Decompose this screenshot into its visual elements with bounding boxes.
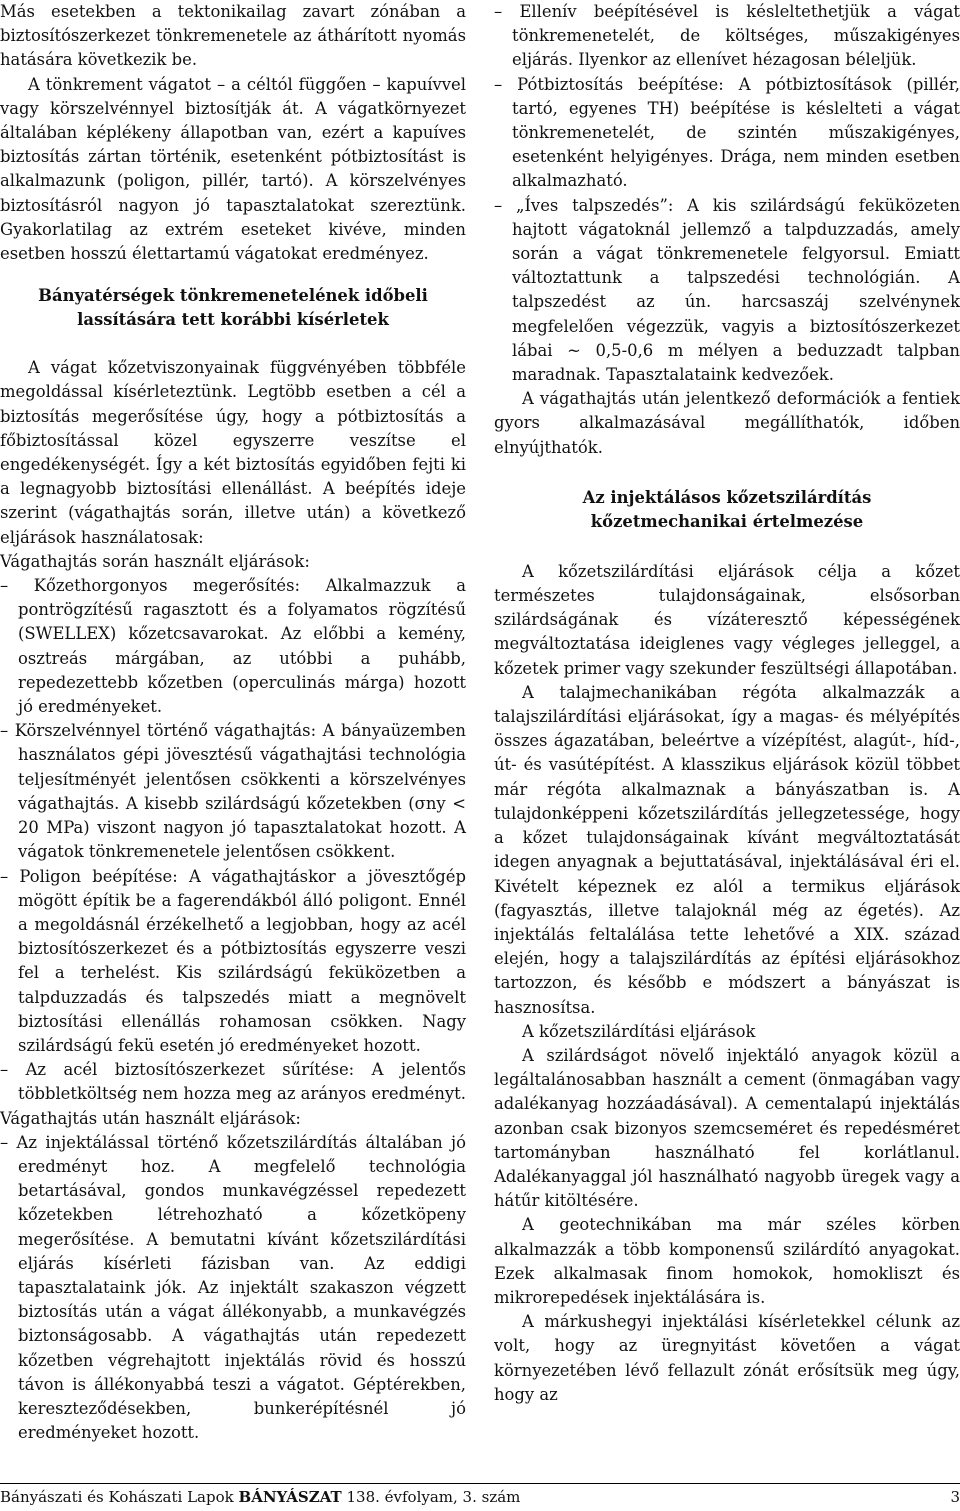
paragraph: A kőzetszilárdítási eljárások célja a kőzet természetes tulajdonságainak, elsősorban szilárdságának és vízáteresztő képességének megváltoztatása ideiglenes vagy végleges jelleggel, a kőzetek primer vagy szekunder feszültségi állapotában. [494, 561, 960, 678]
paragraph: A szilárdságot növelő injektáló anyagok közül a legáltalánosabban használt a cement (önmagában vagy adalékanyag hozzáadásával). A cementalapú injektálás azonban csak bizonyos szemcseméret és repedésméret tartományban használható fel korlátlanul. Adalékanyaggal jól használható nagyobb üregek vagy a hátűr kitöltésére. [494, 1045, 960, 1211]
paragraph: A tönkrement vágatot – a céltól függően – kapuívvel vagy körszelvénnyel biztosítják át. A vágatkörnyezet általában képlékeny állapotban van, ezért a kapuíves biztosítás zártan történik, esetenként pótbiztosítást is alkalmazunk (poligon, pillér, tartó). A körszelvényes biztosításról nagyon jó tapasztalatokat szereztünk. Gyakorlatilag az extrém eseteket kivéve, minden esetben hosszú élettartamú vágatokat eredményez. [0, 74, 466, 264]
journal-issue: 138. évfolyam, 3. szám [346, 1488, 521, 1506]
list-item: – Körszelvénnyel történő vágathajtás: A bányaüzemben használatos gépi jövesztésű vágathajtási technológia teljesítményét jelentősen csökkenti a körszelvényes vágathajtás. A kisebb szilárdságú kőzetekben (σny < 20 MPa) viszont nagyon jó tapasztalatokat hozott. A vágatok tönkremenetele jelentősen csökkent. [0, 721, 466, 862]
paragraph: Más esetekben a tektonikailag zavart zónában a biztosítószerkezet tönkremenetele az áthárított nyomás hatására következik be. [0, 2, 466, 70]
list-item: – Ellenív beépítésével is késleltethetjük a vágat tönkremenetelét, de költséges, műszakigényes eljárás. Ilyenkor az ellenívet hézagosan béleljük. [494, 2, 960, 70]
journal-title: Bányászati és Kohászati Lapok [0, 1488, 234, 1506]
journal-section: BÁNYÁSZAT [238, 1488, 342, 1506]
footer-journal [0, 1487, 520, 1507]
paragraph: A vágat kőzetviszonyainak függvényében többféle megoldással kísérleteztünk. Legtöbb esetben a cél a biztosítás megerősítése úgy, hogy a pótbiztosítás a főbiztosítással közel egyszerre veszítse el engedékenységét. Így a két biztosítás egyidőben fejti ki a legnagyobb biztosítási ellenállást. A beépítés ideje szerint (vágathajtás során, illetve után) a következő eljárások használatosak: [0, 358, 466, 547]
list-item: – Az acél biztosítószerkezet sűrítése: A jelentős többletköltség nem hozza meg az arányos eredményt. [0, 1060, 466, 1104]
list-item: – „Íves talpszedés”: A kis szilárdságú feküközeten hajtott vágatoknál jellemző a talpduzzadás, amely során a vágat tönkremenetele felgyorsul. Emiatt változtattunk a talpszedési technológián. A talpszedést az ún. harcsaszáj szelvénynek megfelelően végezzük, vagyis a biztosítószerkezet lábai ~ 0,5-0,6 m mélyen a beduzzadt talpban maradnak. Tapasztalataink kedvezőek. [494, 195, 960, 385]
list-label: Vágathajtás után használt eljárások: [0, 1108, 301, 1128]
paragraph: A kőzetszilárdítási eljárások [522, 1021, 756, 1041]
section-heading: Az injektálásos kőzetszilárdítás kőzetmechanikai értelmezése [582, 487, 872, 531]
paragraph: A vágathajtás után jelentkező deformációk a fentiek gyors alkalmazásával megállíthatók, időben elnyújthatók. [494, 389, 960, 457]
footer-rule [0, 1483, 960, 1484]
list-item: – Az injektálással történő kőzetszilárdítás általában jó eredményt hoz. A megfelelő technológia betartásával, gondos munkavégzéssel repedezett kőzetekben létrehozható a kőzetköpeny megerősítése. A bemutatni kívánt kőzetszilárdítási eljárás kísérleti fázisban van. Az eddigi tapasztalataink jók. Az injektált szakaszon végzett biztosítás után a vágat állékonyabb, a munkavégzés biztonságosabb. A vágathajtás után repedezett kőzetben végrehajtott injektálás rövid és hosszú távon is állékonyabbá teszi a vágatot. Géptérekben, kereszteződésekben, bunkerépítésnél jó eredményeket hozott. [0, 1132, 466, 1443]
paragraph: A geotechnikában ma már széles körben alkalmazzák a több komponensű szilárdító anyagokat. Ezek alkalmasak finom homokok, homokliszt és mikrorepedések injektálására is. [494, 1215, 960, 1307]
right-column [494, 0, 960, 1407]
list-item: – Poligon beépítése: A vágathajtáskor a jövesztőgép mögött építik be a fagerendákból álló poligont. Ennél a megoldásnál érzékelhető a legjobban, hogy az acél biztosítószerkezet és a pótbiztosítás egyszerre veszi fel a terhelést. Kis szilárdságú feküközetben a talpduzzadás és talpszedés miatt a megnövelt biztosítási ellenállás rohamosan csökken. Nagy szilárdságú fekü esetén jó eredményeket hozott. [0, 866, 466, 1055]
list-item: – Pótbiztosítás beépítése: A pótbiztosítások (pillér, tartó, egyenes TH) beépítése is késlelteti a vágat tönkremenetelét, de szintén műszakigényes, esetenként helyigényes. Drága, nem minden esetben alkalmazható. [494, 74, 960, 191]
list-label: Vágathajtás során használt eljárások: [0, 551, 310, 571]
paragraph: A talajmechanikában régóta alkalmazzák a talajszilárdítási eljárásokat, így a magas- és mélyépítés összes ágazatában, beleértve a vízépítést, alagút-, híd-, út- és vasútépítést. A klasszikus eljárások közül többet már régóta alkalmaznak a bányászatban is. A tulajdonképpeni kőzetszilárdítás jellegzetessége, hogy a kőzet tulajdonságainak kívánt megváltoztatását idegen anyagnak a bejuttatásával, injektálásával éri el. Kivételt képeznek ez alól a termikus eljárások (fagyasztás, illetve talajoknál még az égetés). Az injektálás feltalálása tette lehetővé a XIX. század elején, hogy a talajszilárdítás az építési eljárásokhoz tartozzon, és később e módszert a bányászat is hasznosítsa. [494, 682, 960, 1017]
left-column [0, 0, 466, 1445]
page-number: 3 [950, 1488, 960, 1506]
list-item: – Kőzethorgonyos megerősítés: Alkalmazzuk a pontrögzítésű ragasztott és a folyamatos rögzítésű (SWELLEX) kőzetcsavarokat. Az előbbi a kemény, osztreás márgában, az utóbbi a puhább, repedezettebb kőzetben (operculinás márga) hozott jó eredményeket. [0, 576, 466, 717]
section-heading: Bányatérségek tönkremenetelének időbeli lassítására tett korábbi kísérletek [38, 286, 428, 330]
paragraph: A márkushegyi injektálási kísérletekkel célunk az volt, hogy az üregnyitást követően a vágat környezetében lévő fellazult zónát erősítsük meg úgy, hogy az [494, 1312, 960, 1404]
